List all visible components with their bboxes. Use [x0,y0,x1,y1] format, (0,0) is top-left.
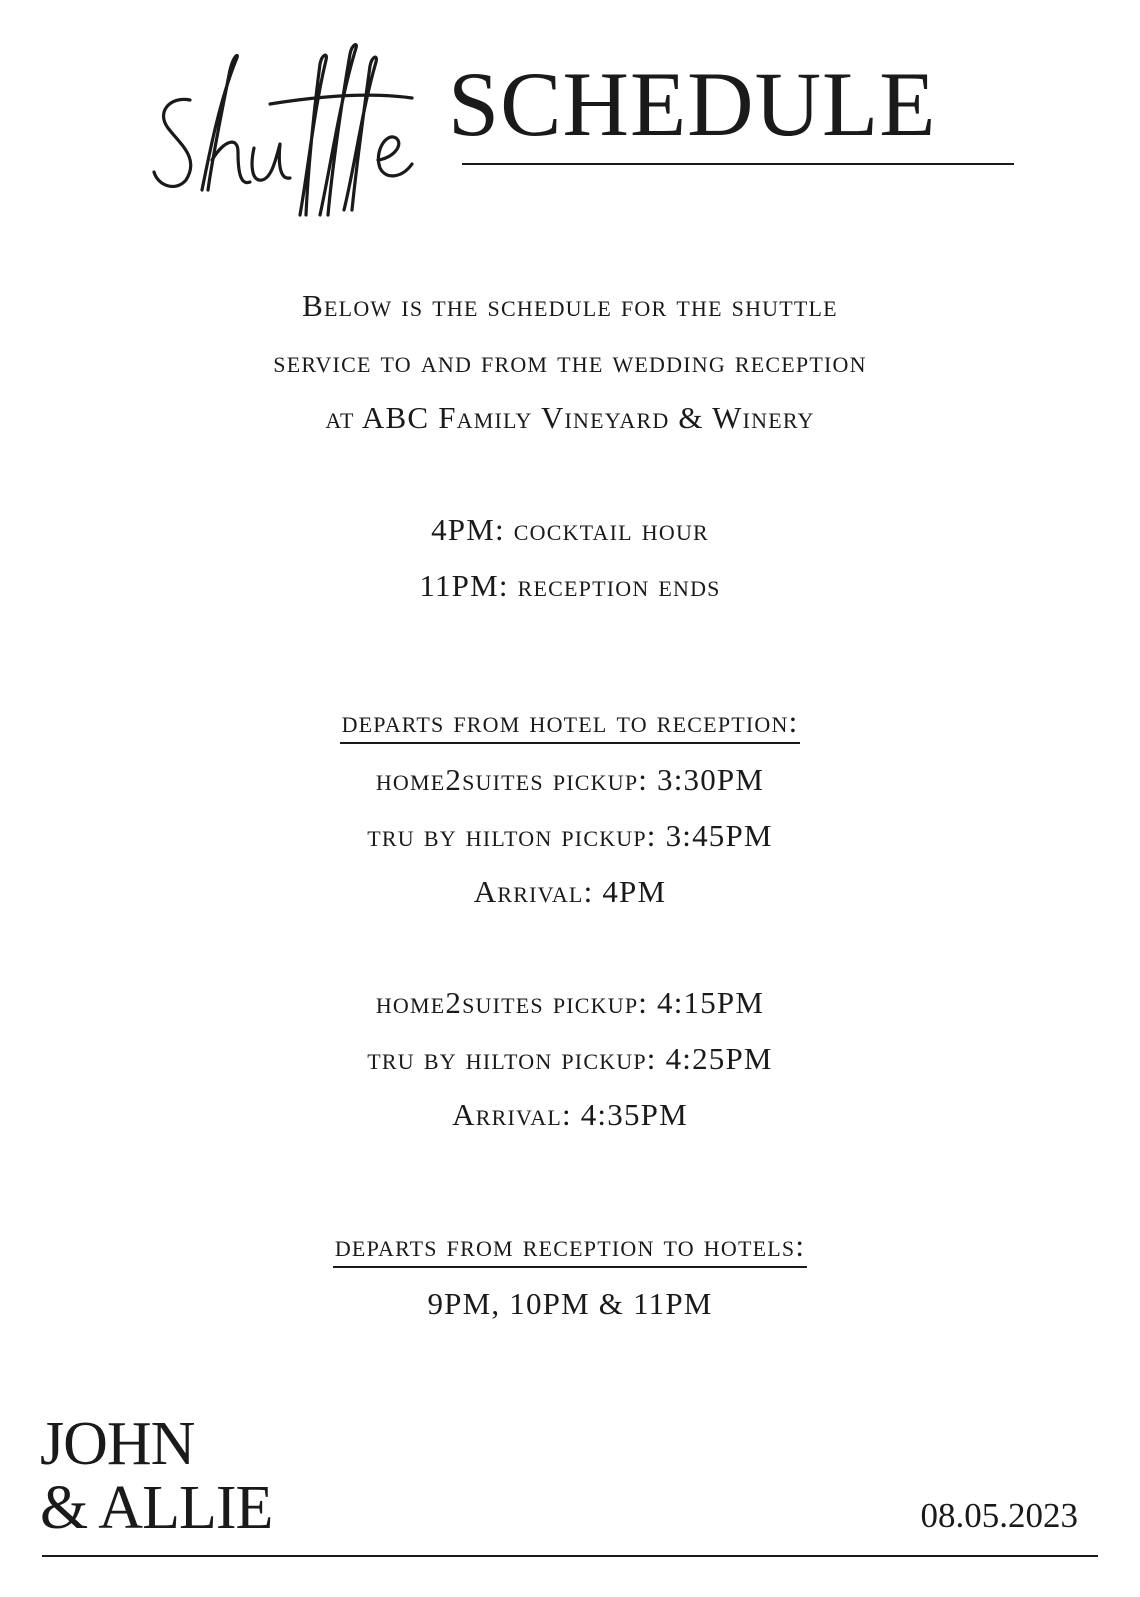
intro-line: service to and from the wedding reception [273,344,867,379]
title-underline-divider [462,163,1014,165]
event-time-line: 11PM: reception ends [419,568,721,603]
footer-divider [42,1555,1098,1557]
to-reception-heading-row [0,702,1140,744]
intro-line: Below is the schedule for the shuttle [302,288,838,323]
couple-name-line: JOHN [40,1410,195,1478]
event-time-line: 4PM: cocktail hour [431,512,709,547]
pickup-line: tru by hilton pickup: 4:25PM [367,1041,773,1076]
intro-line: at ABC Family Vineyard & Winery [325,400,815,435]
to-reception-second-run [0,975,1140,1143]
arrival-line: Arrival: 4PM [473,874,667,909]
to-reception-first-run [0,752,1140,920]
to-hotels-times [0,1276,1140,1332]
arrival-line: Arrival: 4:35PM [452,1097,688,1132]
pickup-line: home2suites pickup: 4:15PM [375,985,765,1020]
couple-names [40,1412,272,1540]
return-times-line: 9PM, 10PM & 11PM [427,1286,713,1321]
script-shuttle-word [150,40,420,220]
wedding-date: 08.05.2023 [920,1496,1078,1535]
event-times [0,502,1140,614]
to-reception-heading: departs from hotel to reception: [340,702,801,744]
to-hotels-heading-row [0,1226,1140,1268]
pickup-line: tru by hilton pickup: 3:45PM [367,818,773,853]
couple-name-line: & ALLIE [40,1474,273,1542]
to-hotels-heading: departs from reception to hotels: [333,1226,807,1268]
pickup-line: home2suites pickup: 3:30PM [375,762,765,797]
page-title: SCHEDULE [448,53,937,155]
intro-paragraph [0,278,1140,446]
